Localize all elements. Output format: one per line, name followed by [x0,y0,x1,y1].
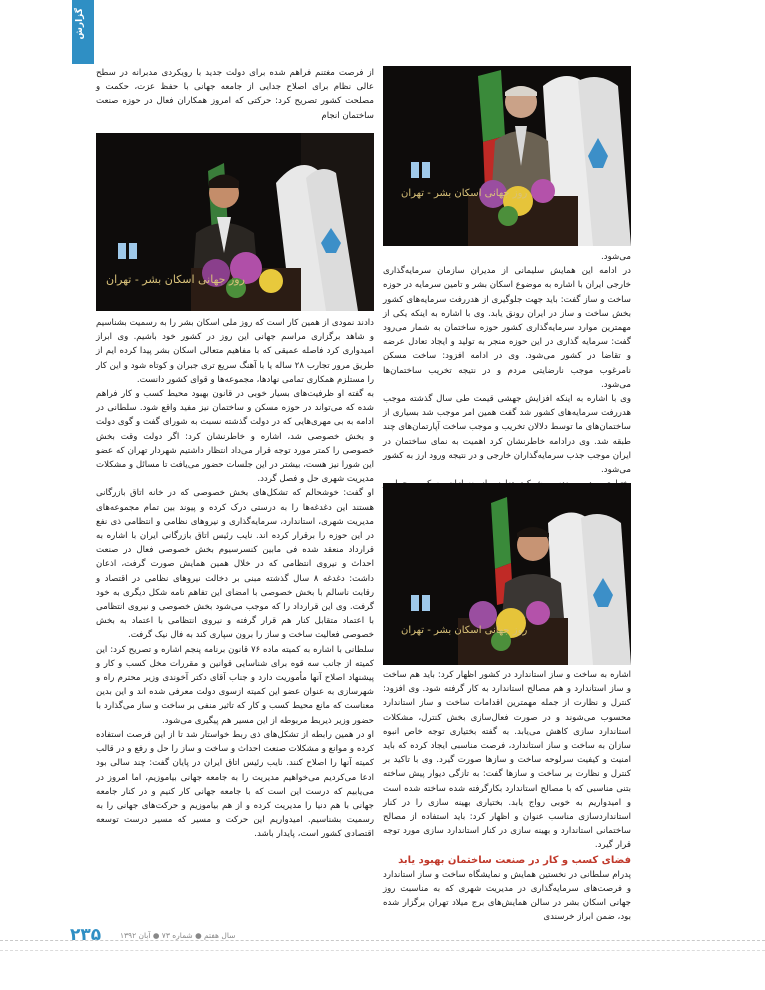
photo-speaker-2-image [96,133,374,311]
photo-speaker-1-image [383,66,631,246]
right-column-body-2 [383,668,631,924]
photo-speaker-3 [383,483,631,665]
right-paragraph-6: پدرام سلطانی در نخستین همایش و نمایشگاه ساخت و ساز استاندارد و فرصت‌های سرمایه‌گذاری در مدیریت شهری که به مناسبت روز جهانی اسکان بشر در سالن همایش‌های برج میلاد تهران برگزار شده بود، ضمن ابراز خرسندی [383,869,631,923]
footer-divider-2 [0,950,765,951]
right-column-body-1 [383,250,631,506]
left-column-top-text [96,66,374,123]
left-paragraph-1: دادند نمودی از همین کار است که روز ملی اسکان بشر را به رسمیت بشناسیم و شاهد برگزاری مراسم جهانی این روز در کشور خود باشیم. وی ابراز امیدواری کرد فاصله عمیقی که با مفاهیم متعالی اسکان بشر پیدا کرده ایم از طریق مرور تجارب ۲۸ ساله یا با آهنگ سریع تری جبران و کوتاه شود و این کار را مستلزم همکاری تمامی نهادها، مجموعه‌ها و قوای کشور دانست. [96,318,374,385]
left-paragraph-2: به گفته او ظرفیت‌های بسیار خوبی در قانون بهبود محیط کسب و کار فراهم شده که می‌تواند در حوزه مسکن و ساختمان نیز مفید واقع شود. سلطانی در ادامه به بی مهری‌هایی که در دولت گذشته نسبت به شورای گفت و گوی دولت و بخش خصوصی شد، اشاره و خاطرنشان کرد: اگر دولت وقت بخش خصوصی را کمتر مورد توجه قرار می‌داد انتظار داشتیم شهردار تهران که عضو این شورا نیز هست، بیشتر در این جلسات حضور می‌یافت تا مسائل و مشکلات مدیریت شهری حل و فصل گردد. [96,389,374,485]
journal-info: سال هفتم ● شماره ۷۳ ● آبان ۱۳۹۲ [120,931,236,940]
photo-speaker-1 [383,66,631,246]
right-paragraph-5: اشاره به ساخت و ساز استاندارد در کشور اظهار کرد: باید هم ساخت و ساز استاندارد و هم مصالح استاندارد به کار گرفته شود. وی افزود: کنترل و نظارت از جمله مهمترین اقدامات ساخت و ساز استاندارد محسوب می‌شوند و در صورت فعال‌سازی بخش کنترل، مشکلات استاندارد سازی کاهش می‌یابد. به گفته بختیاری توجه خاص انبوه سازان به ساخت و ساز استاندارد، فرصت مناسبی ایجاد کرده که باید امنیت و کیفیت سرلوحه ساخت و سازها صورت گیرد. وی با تاکید بر کنترل و نظارت بر ساخت و سازها گفت: به تازگی دیوار پیش ساخته بتنی مناسبی که با مصالح استاندارد بکارگرفته شده ساخته شده است و امیدواریم به خوبی رواج یابد. بختیاری بهینه سازی را در کنار استانداردسازی مناسب عنوان و اظهار کرد: باید استفاده از مصالح ساختمانی استاندارد و بهینه سازی در کنار استاندارد سازی مورد توجه قرار گیرد. [383,670,631,851]
footer-divider [0,940,765,941]
photo-1-banner-text: روز جهانی اسکان بشر - تهران [401,188,528,199]
left-top-paragraph: از فرصت مغتنم فراهم شده برای دولت جدید با رویکردی مدبرانه در سطح عالی نظام برای اصلاح جدایی از جامعه جهانی با حفظ عزت، حکمت و مصلحت کشور تصریح کرد: حرکتی که امروز همکاران فعال در حوزه صنعت ساختمان انجام [96,68,374,121]
photo-3-banner-text: روز جهانی اسکان بشر - تهران [401,625,528,636]
photo-2-banner-text: روز جهانی اسکان بشر - تهران [106,273,245,286]
photo-speaker-3-image [383,483,631,665]
left-paragraph-5: او در همین رابطه از تشکل‌های ذی ربط خواستار شد تا از این فرصت استفاده کرده و موانع و مشکلات صنعت احداث و ساخت و ساز را حل و رفع و در قالب کمیته آنها را اصلاح کنند. نایب رئیس اتاق ایران در پایان گفت: چند سالی بود ادعا می‌کردیم می‌خواهیم مدیریت را به جامعه جهانی بیاموزیم، اما امروز در می‌یابیم که درست این است که با جامعه جهانی کار کنیم و در کنار جامعه جهانی با هم دنیا را مدیریت کرده و از هم بیاموزیم و حرکت‌های جهانی را به رسمیت بشناسیم. امیدواریم این حرکت و مسیر که مسیر درست توسعه اقتصادی کشور است، پایدار باشد. [96,729,374,840]
left-paragraph-3: او گفت: خوشحالم که تشکل‌های بخش خصوصی که در خانه اتاق بازرگانی هستند این دغدغه‌ها را به درستی درک کرده و پیوند بین تمام مجموعه‌های مدیریت شهری، استاندارد، سرمایه‌گذاری و نیروهای نظامی و انتظامی ذی نفع در این حوزه را برقرار کرده اند. نایب رئیس اتاق بازرگانی ایران با اشاره به قرارداد منعقد شده فی مابین کنسرسیوم بخش خصوصی فعال در صنعت احداث و نیروی انتظامی که در خلال همین همایش صورت گرفت، اذعان داشت: دغدغه ۸ سال گذشته مبنی بر دخالت نیروهای نظامی در اقتصاد و رقابت ناسالم با بخش خصوصی با امضای این تفاهم نامه شکل دیگری به خود گرفت. وی این قرارداد را که موجب می‌شود بخش خصوصی و نیروی انتظامی با اعتماد متقابل کنار هم قرار گرفته و نیروی انتظامی با اعتماد به بخش خصوصی فعالیت ساخت و ساز را برون سپاری کند به فال نیک گرفت. [96,488,374,641]
section-tab [72,0,94,64]
left-paragraph-4: سلطانی با اشاره به کمیته ماده ۷۶ قانون برنامه پنجم اشاره و تصریح کرد: این کمیته از جانب سه قوه برای شناسایی قوانین و مقررات مخل کسب و کار و پیشنهاد اصلاح آنها مأموریت دارد و جناب آقای دکتر آخوندی وزیر محترم راه و شهرسازی به عنوان عضو این کمیته ازسوی دولت معرفی شده اند و این بدین معناست که مانع محیط کسب و کار که تاثیر منفی بر ساخت و ساز می‌گذارد با حضور وزیر ذیربط مربوطه از این مسیر هم پیگیری می‌شود. [96,644,374,726]
page-number: ۲۳۵ [70,925,102,945]
right-paragraph-2: در ادامه این همایش سلیمانی از مدیران سازمان سرمایه‌گذاری خارجی ایران با اشاره به موضوع اسکان بشر و تامین سرمایه در حوزه ساخت و ساز گفت: باید جهت جلوگیری از هدررفت سرمایه‌های کشور بخش ساخت و ساز در ایران رونق یابد. وی با اشاره به اینکه یکی از مهمترین موارد سرمایه‌گذاری کشور حوزه ساختمان به شمار می‌رود گفت: سرمایه گذاری در این حوزه منجر به تولید و ایجاد تعادل عرضه و تقاضا در کشور می‌شود. وی در ادامه افزود: ساخت مسکن نامرغوب موجب نارضایتی مردم و در نتیجه تخریب ساختمان‌ها می‌شود. [383,266,631,390]
left-column-body [96,316,374,842]
right-paragraph-1: می‌شود. [601,252,631,262]
photo-speaker-2 [96,133,374,311]
section-tab-label: گزارش [75,8,85,40]
right-paragraph-3: وی با اشاره به اینکه افزایش جهشی قیمت طی سال گذشته موجب هدررفت سرمایه‌های کشور شد گفت همین امر موجب شد بسیاری از ساختمان‌های ما توسط دلالان تخریب و موجب ساخت آپارتمان‌های چند طبقه شد. وی درادامه خاطرنشان کرد اهمیت به نمای ساختمان در ایران موجب جذب سرمایه‌گذاران خارجی و در نتیجه ورود ارز به کشور می‌شود. [383,394,631,476]
section-heading: فضای کسب و کار در صنعت ساختمان بهبود یابد [398,854,631,866]
